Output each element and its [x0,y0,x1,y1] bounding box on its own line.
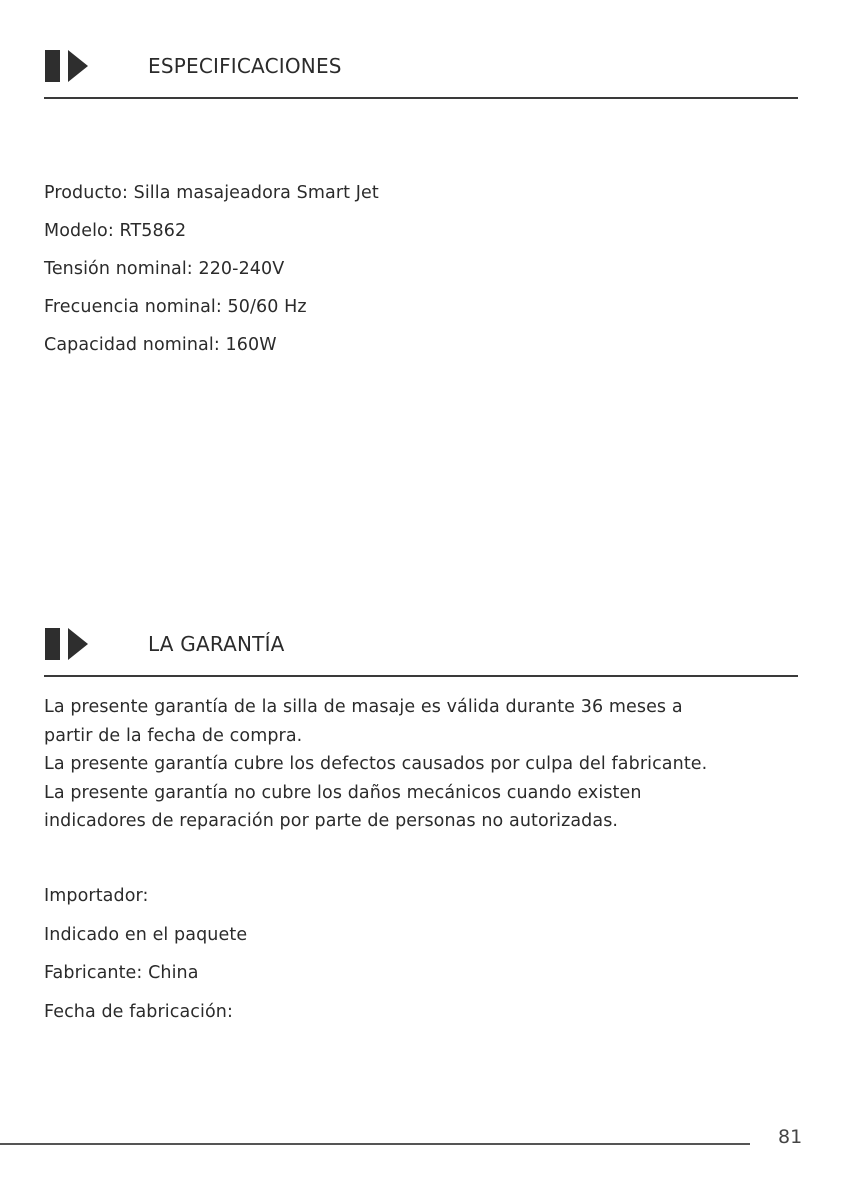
manufacture-date: Fecha de fabricación: [44,1001,233,1022]
importer-label: Importador: [44,886,149,906]
importer-value: Indicado en el paquete [44,924,248,945]
warranty-line: partir de la fecha de compra. [44,725,303,746]
spec-item-product: Producto: Silla masajeadora Smart Jet [44,183,379,203]
spec-item-model: Modelo: RT5862 [44,221,187,241]
section-rule [44,97,798,99]
warranty-line: La presente garantía cubre los defectos causados por culpa del fabricante. [44,754,708,774]
warranty-text [44,693,804,836]
play-triangle-icon [68,628,88,660]
section-rule [44,675,798,677]
footer-rule [0,1143,750,1145]
spec-list [44,174,379,364]
page-number: 81 [778,1126,803,1148]
importer-info [44,877,247,1031]
marker-bar [45,50,60,82]
warranty-line: La presente garantía de la silla de masaje es válida durante 36 meses a [44,697,683,717]
section-header-garantia [44,622,798,682]
section-title: LA GARANTÍA [148,632,285,656]
section-marker-icon [44,628,88,660]
marker-bar [45,628,60,660]
section-title: ESPECIFICACIONES [148,54,342,78]
spec-item-power: Capacidad nominal: 160W [44,335,277,355]
manufacturer: Fabricante: China [44,963,199,983]
play-triangle-icon [68,50,88,82]
warranty-line: La presente garantía no cubre los daños mecánicos cuando existen [44,782,642,803]
spec-item-voltage: Tensión nominal: 220-240V [44,259,285,279]
spec-item-frequency: Frecuencia nominal: 50/60 Hz [44,297,307,317]
section-header-especificaciones [44,44,798,104]
section-marker-icon [44,50,88,82]
warranty-line: indicadores de reparación por parte de personas no autorizadas. [44,811,619,831]
